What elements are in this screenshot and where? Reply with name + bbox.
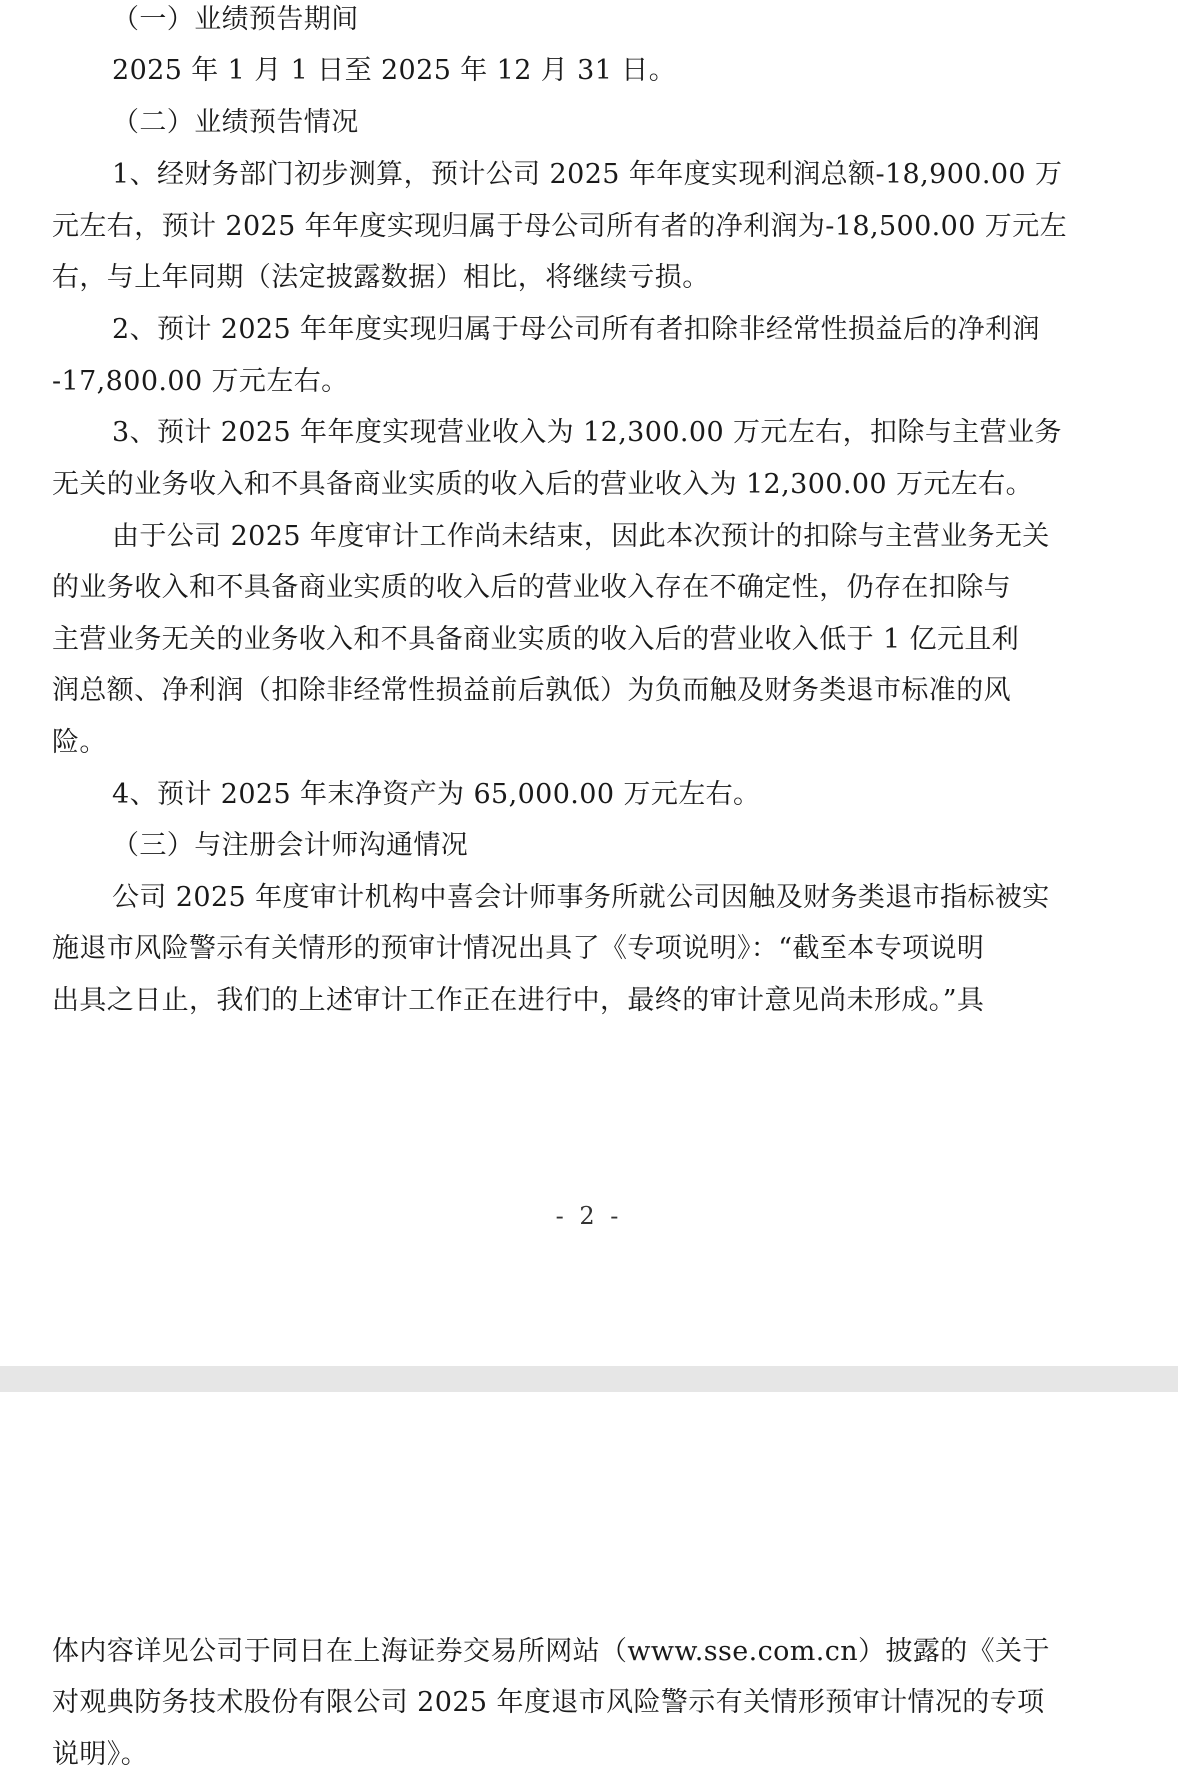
heading-auditor-communication: （三）与注册会计师沟通情况 [112, 830, 469, 861]
paragraph-line: 说明》。 [52, 1739, 149, 1770]
paragraph-line: -17,800.00 万元左右。 [52, 366, 349, 397]
paragraph-line: 险。 [52, 727, 107, 758]
paragraph-line: 2、预计 2025 年年度实现归属于母公司所有者扣除非经常性损益后的净利润 [112, 314, 1040, 345]
paragraph-line: 元左右，预计 2025 年年度实现归属于母公司所有者的净利润为-18,500.00 万元左 [52, 211, 1067, 242]
paragraph-line: 右，与上年同期（法定披露数据）相比，将继续亏损。 [52, 262, 710, 293]
paragraph-line: 3、预计 2025 年年度实现营业收入为 12,300.00 万元左右，扣除与主营业务 [112, 417, 1062, 448]
paragraph-line: 出具之日止，我们的上述审计工作正在进行中，最终的审计意见尚未形成。”具 [52, 985, 985, 1016]
paragraph-line: 2025 年 1 月 1 日至 2025 年 12 月 31 日。 [112, 55, 677, 86]
paragraph-line: 体内容详见公司于同日在上海证券交易所网站（www.sse.com.cn）披露的《关于 [52, 1636, 1050, 1667]
paragraph-line: 主营业务无关的业务收入和不具备商业实质的收入后的营业收入低于 1 亿元且利 [52, 624, 1020, 655]
paragraph-line: 润总额、净利润（扣除非经常性损益前后孰低）为负而触及财务类退市标准的风 [52, 675, 1011, 706]
paragraph-line: 由于公司 2025 年度审计工作尚未结束，因此本次预计的扣除与主营业务无关 [112, 521, 1050, 552]
page-number: - 2 - [555, 1202, 623, 1230]
heading-forecast-situation: （二）业绩预告情况 [112, 107, 359, 138]
document-page-2 [0, 1392, 1178, 1771]
paragraph-line: 的业务收入和不具备商业实质的收入后的营业收入存在不确定性，仍存在扣除与 [52, 572, 1011, 603]
paragraph-line: 无关的业务收入和不具备商业实质的收入后的营业收入为 12,300.00 万元左右。 [52, 469, 1033, 500]
paragraph-line: 4、预计 2025 年末净资产为 65,000.00 万元左右。 [112, 779, 761, 810]
paragraph-line: 公司 2025 年度审计机构中喜会计师事务所就公司因触及财务类退市指标被实 [112, 882, 1050, 913]
paragraph-line: 施退市风险警示有关情形的预审计情况出具了《专项说明》：“截至本专项说明 [52, 933, 985, 964]
heading-forecast-period: （一）业绩预告期间 [112, 4, 359, 35]
paragraph-line: 对观典防务技术股份有限公司 2025 年度退市风险警示有关情形预审计情况的专项 [52, 1687, 1045, 1718]
page-separator [0, 1366, 1178, 1392]
paragraph-line: 1、经财务部门初步测算，预计公司 2025 年年度实现利润总额-18,900.00 万 [112, 159, 1063, 190]
